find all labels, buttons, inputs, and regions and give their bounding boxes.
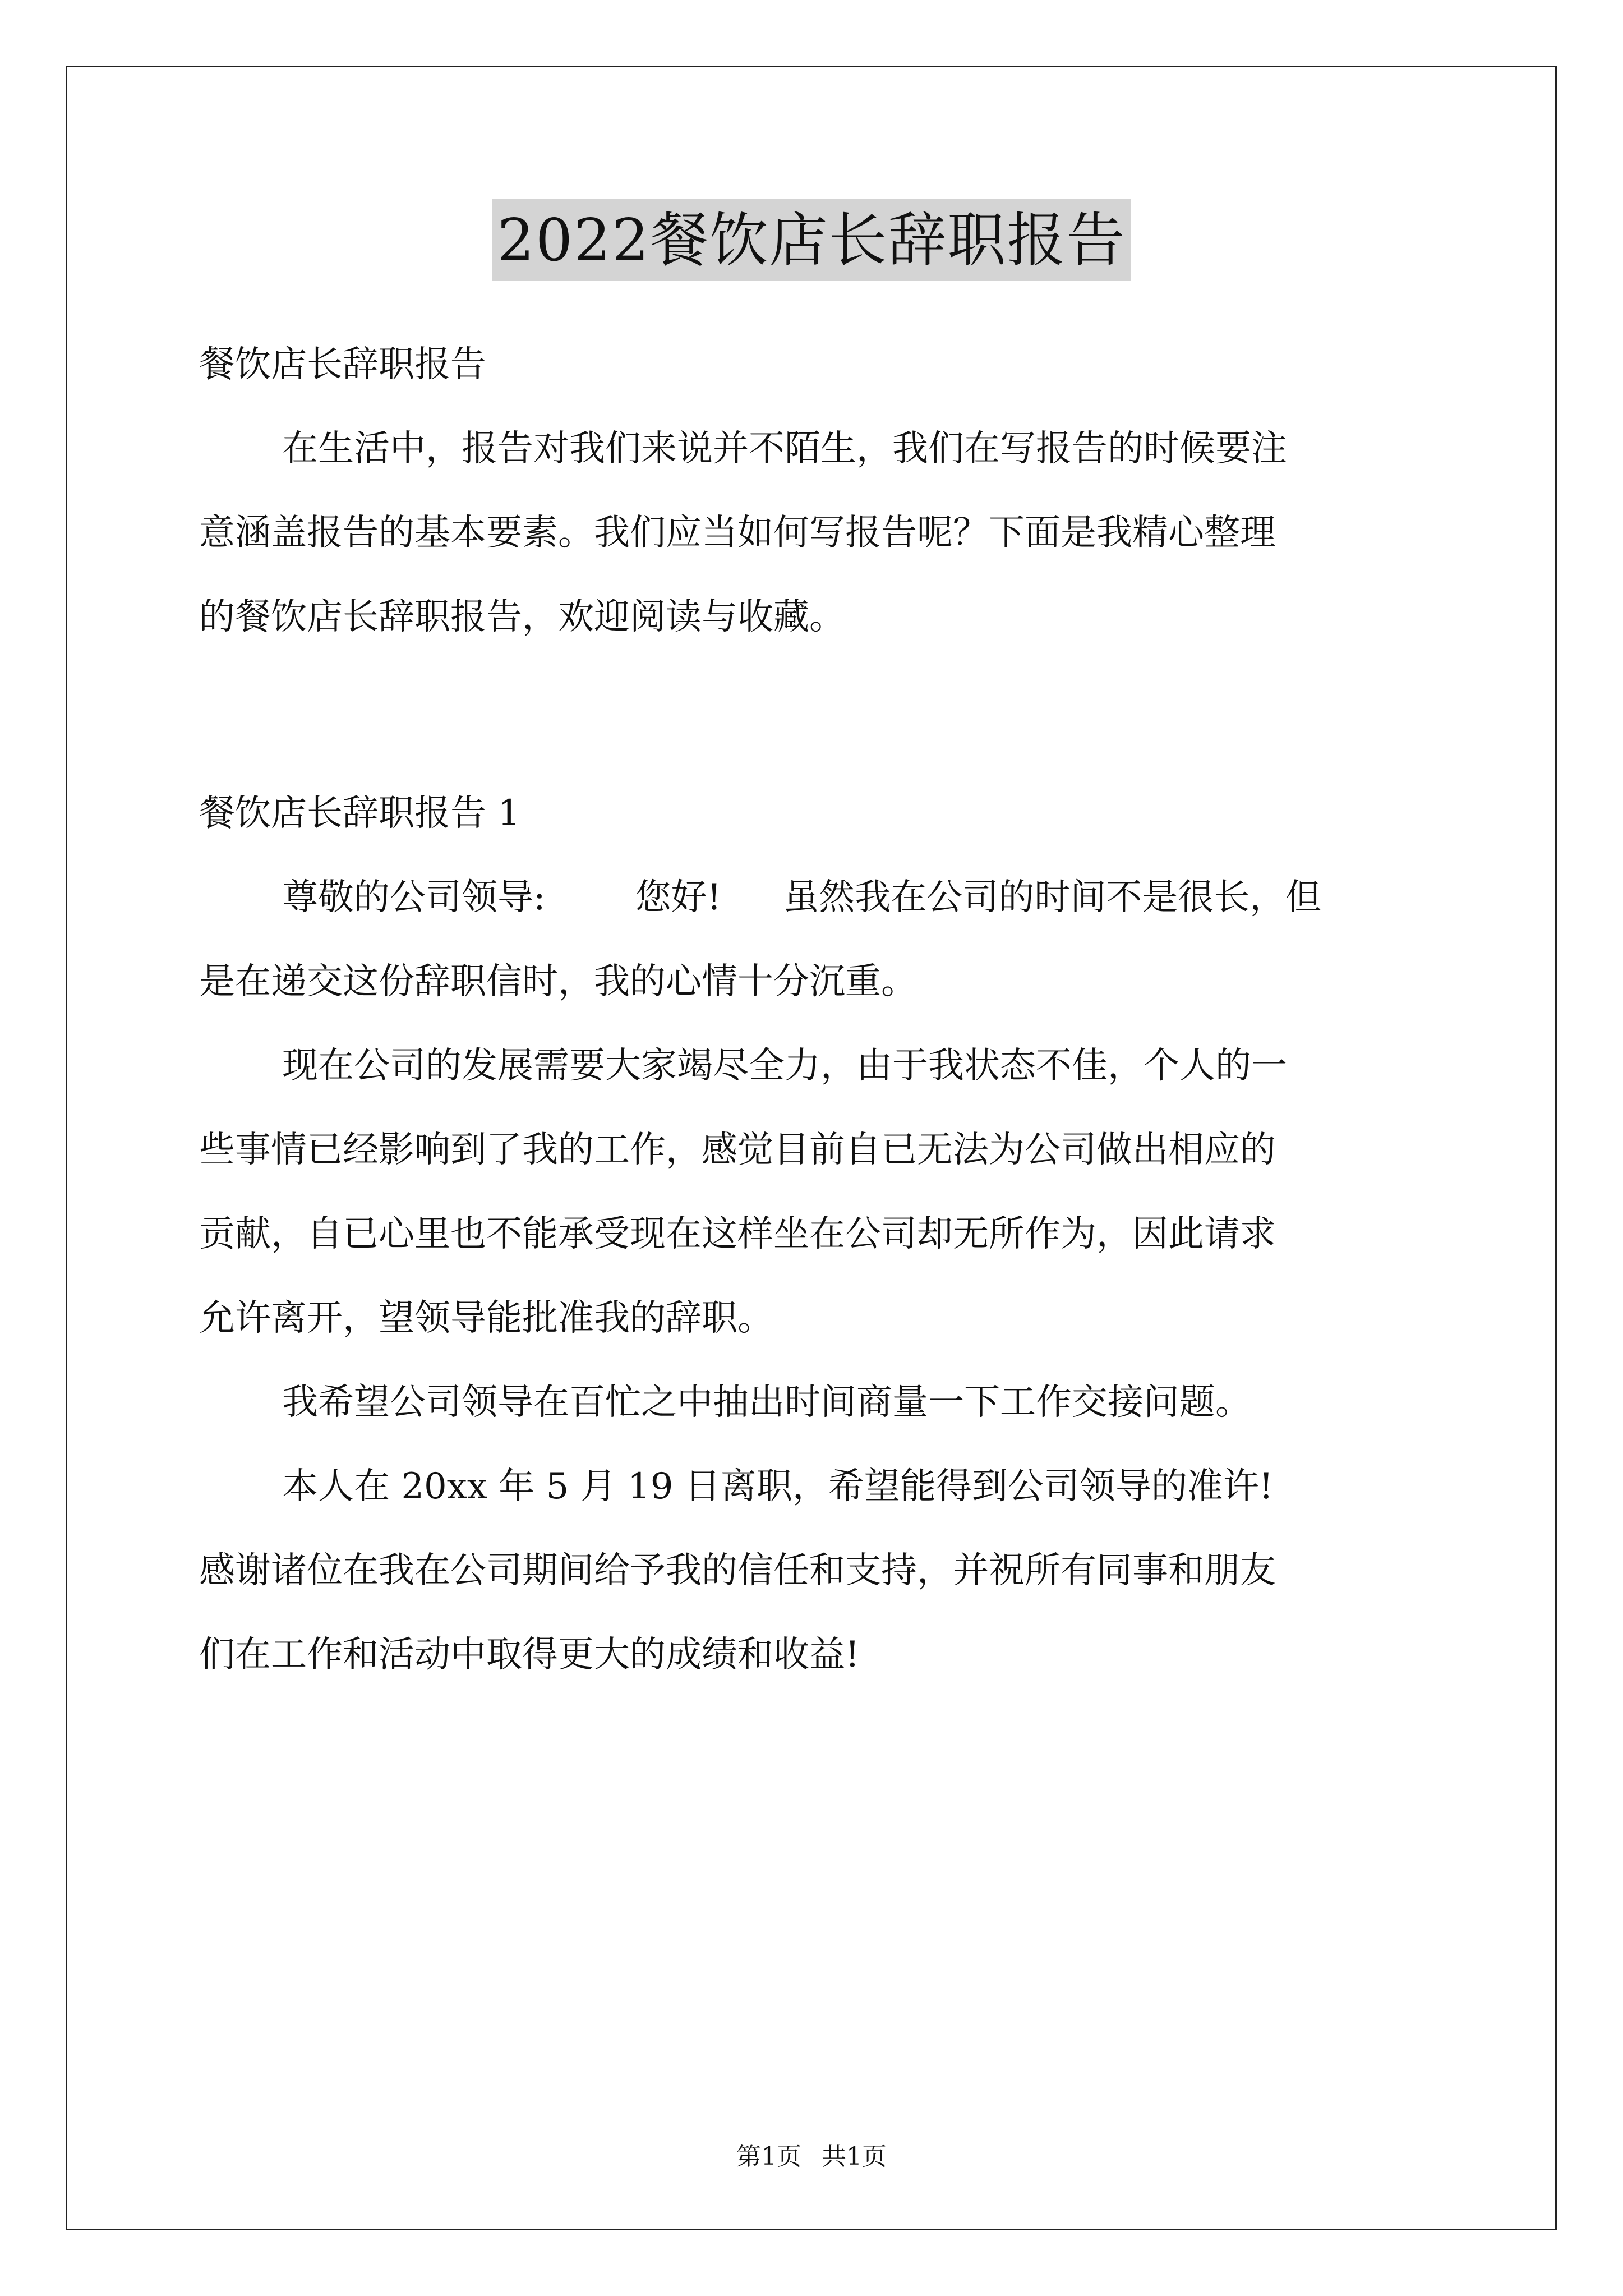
p2-line-4: 允许离开，望领导能批准我的辞职。 (199, 1297, 773, 1339)
greeting-line (199, 869, 1433, 926)
p1-line-2: 是在递交这份辞职信时，我的心情十分沉重。 (199, 961, 917, 1002)
p4-line-1: 本人在 20xx 年 5 月 19 日离职，希望能得到公司领导的准许! (282, 1466, 1274, 1507)
p2-line-3: 贡献，自已心里也不能承受现在这样坐在公司却无所作为，因此请求 (199, 1213, 1276, 1255)
page-number-current: 第1页 (736, 2142, 801, 2171)
paragraph-2 (199, 1038, 1433, 1346)
p2-line-2: 些事情已经影响到了我的工作，感觉目前自已无法为公司做出相应的 (199, 1129, 1276, 1171)
paragraph-3 (199, 1374, 1433, 1430)
intro-paragraph (199, 421, 1433, 645)
page-footer (0, 2140, 1623, 2174)
salutation: 尊敬的公司领导: (282, 877, 546, 918)
intro-line-3: 的餐饮店长辞职报告，欢迎阅读与收藏。 (199, 596, 845, 638)
hello: 您好! (635, 877, 722, 918)
intro-line-1: 在生活中，报告对我们来说并不陌生，我们在写报告的时候要注 (282, 428, 1287, 470)
p3-line-1: 我希望公司领导在百忙之中抽出时间商量一下工作交接问题。 (282, 1382, 1251, 1423)
document-title: 2022餐饮店长辞职报告 (492, 199, 1132, 281)
page-number-total: 共1页 (822, 2142, 887, 2171)
paragraph-1 (199, 869, 1433, 1010)
p4-line-3: 们在工作和活动中取得更大的成绩和收益! (199, 1634, 860, 1676)
section-heading: 餐饮店长辞职报告 1 (199, 793, 521, 834)
document-body (199, 337, 1433, 1683)
paragraph-4 (199, 1458, 1433, 1683)
p4-line-2: 感谢诸位在我在公司期间给予我的信任和支持，并祝所有同事和朋友 (199, 1550, 1276, 1591)
greeting-start: 虽然我在公司的时间不是很长，但 (783, 877, 1322, 918)
title-block (0, 199, 1623, 281)
subtitle: 餐饮店长辞职报告 (199, 344, 486, 385)
intro-line-2: 意涵盖报告的基本要素。我们应当如何写报告呢？下面是我精心整理 (199, 512, 1276, 554)
p2-line-1: 现在公司的发展需要大家竭尽全力，由于我状态不佳，个人的一 (282, 1045, 1287, 1087)
